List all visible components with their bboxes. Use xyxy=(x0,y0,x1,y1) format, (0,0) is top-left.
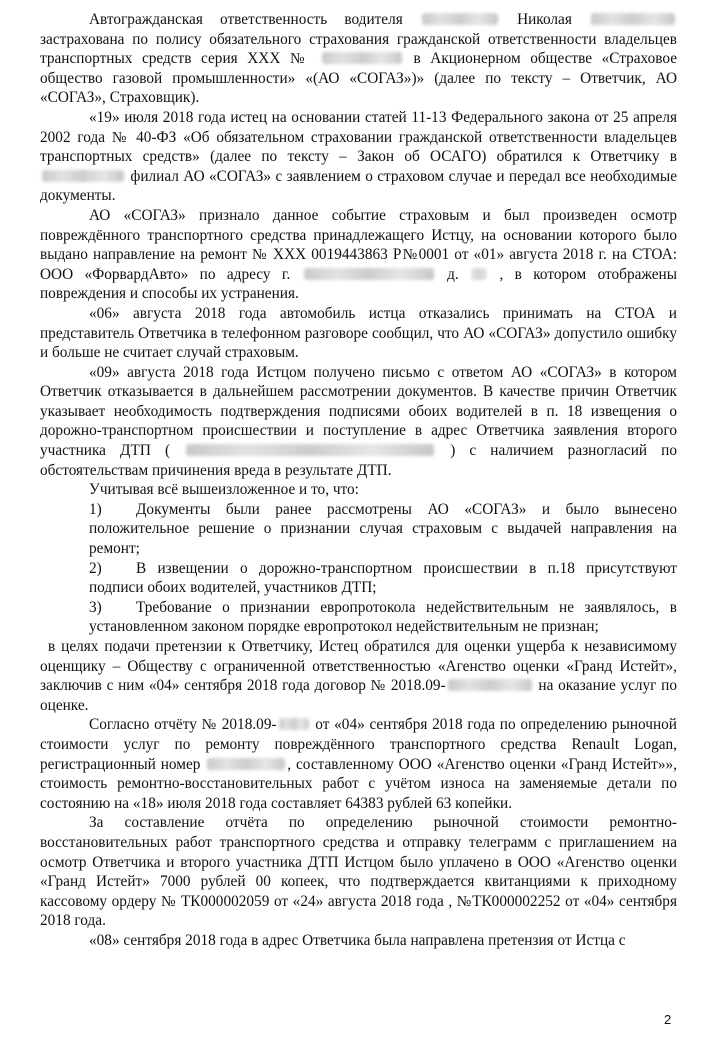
paragraph-letter-response: «09» августа 2018 года Истцом получено письмо с ответом АО «СОГАЗ» в котором Ответчик отказывается в дальнейшем рассмотрении документов. В качестве причин Ответчик указывает необходимость подтверждения подписями обоих водителей в п. 18 извещения о дорожно-транспортном происшествии и поступление в адрес Ответчика заявления второго участника ДТП ( ) с наличием разногласий по обстоятельствам причинения вреда в результате ДТП. xyxy=(40,363,677,479)
redacted-surname xyxy=(422,13,498,25)
redacted-report-number xyxy=(279,718,309,730)
list-item: 1) Документы были ранее рассмотрены АО «СОГАЗ» и было вынесено положительное решение о признании случая страховым с выдачей направления на ремонт; xyxy=(89,500,677,558)
paragraph-appraisal-report: Согласно отчёту № 2018.09- от «04» сентября 2018 года по определению рыночной стоимости услуг по ремонту повреждённого транспортного средства Renault Logan, регистрационный номер , составленному ООО «Агенство оценки «Гранд Истейт»», стоимость ремонтно-восстановительных работ с учётом износа на заменяемые детали по состоянию на «18» июля 2018 года составляет 64383 рублей 63 копейки. xyxy=(40,716,677,812)
redacted-policy-number xyxy=(322,52,402,64)
paragraph-appraisal-contract: в целях подачи претензии к Ответчику, Истец обратился для оценки ущерба к независимому оценщику – Обществу с ограниченной ответственностью «Агенство оценки «Гранд Истейт», заключив с ним «04» сентября 2018 года договор № 2018.09- на оказание услуг по оценке. xyxy=(40,638,678,714)
redacted-second-participant xyxy=(186,444,434,456)
list-item: 2) В извещении о дорожно-транспортном происшествии в п.18 присутствуют подписи обоих водителей, участников ДТП; xyxy=(89,559,677,597)
paragraph-claim-sent: «08» сентября 2018 года в адрес Ответчика была направлена претензия от Истца с xyxy=(89,931,626,949)
redacted-house-number xyxy=(472,268,486,280)
paragraph-refusal-sto: «06» августа 2018 года автомобиль истца отказались принимать на СТОА и представитель Ответчика в телефонном разговоре сообщил, что АО «СОГАЗ» допустило ошибку и больше не считает случай страховым. xyxy=(40,304,677,362)
list-item: 3) Требование о признании европротокола недействительным не заявлялось, в установленном законом порядке европротокол недействительным не признан; xyxy=(89,598,677,636)
document-body xyxy=(40,10,677,951)
redacted-registration-number xyxy=(207,758,285,770)
paragraph-repair-referral: АО «СОГАЗ» признало данное событие страховым и был произведен осмотр повреждённого транспортного средства принадлежащего Истцу, на основании которого было выдано направление на ремонт № ХХХ 0019443863 Р№0001 от «01» августа 2018 г. на СТОА: ООО «ФорвардАвто» по адресу г. д. , в котором отображены повреждения и способы их устранения. xyxy=(40,206,678,303)
redacted-address xyxy=(304,268,434,280)
paragraph-insurance-policy: Автогражданская ответственность водителя Николая застрахована по полису обязательного страхования гражданской ответственности владельцев транспортных средств серия ХХХ № в Акционерном обществе «Страховое общество газовой промышленности» «(АО «СОГАЗ»)» (далее по тексту – Ответчик, АО «СОГАЗ», Страховщик). xyxy=(40,11,678,107)
redacted-branch-city xyxy=(42,170,124,182)
paragraph-claim-filed: «19» июля 2018 года истец на основании статей 11-13 Федерального закона от 25 апреля 2002 года № 40-ФЗ «Об обязательном страховании гражданской ответственности владельцев транспортных средств» (далее по тексту – Закон об ОСАГО) обратился к Ответчику в филиал АО «СОГАЗ» с заявлением о страховом случае и передал все необходимые документы. xyxy=(40,108,677,205)
page-number: 2 xyxy=(664,1012,672,1027)
redacted-contract-number xyxy=(448,679,532,691)
paragraph-appraisal-payment: За составление отчёта по определению рыночной стоимости ремонтно-восстановительных работ транспортного средства и отправку телеграмм с приглашением на осмотр Ответчика и второго участника ДТП Истцом было уплачено в ООО «Агенство оценки «Гранд Истейт» 7000 рублей 00 копеек, что подтверждается квитанциями к приходному кассовому ордеру № ТК000002059 от «24» августа 2018 года , №ТК000002252 от «04» сентября 2018 года. xyxy=(40,814,677,930)
redacted-patronymic xyxy=(591,13,675,25)
paragraph-considering: Учитывая всё вышеизложенное и то, что: xyxy=(89,481,359,499)
